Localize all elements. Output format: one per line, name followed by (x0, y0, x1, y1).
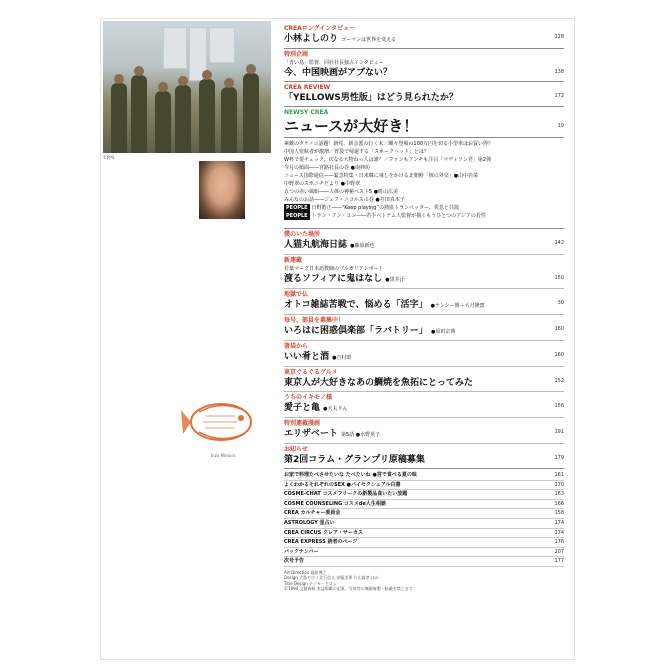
feature-item (284, 394, 564, 415)
misc-list (284, 471, 564, 567)
subtitle: ゴーマンは世界を変える (341, 37, 397, 43)
page-number: 207 (554, 548, 564, 555)
list-item (284, 548, 564, 558)
feature-title (284, 299, 564, 312)
title-text: 愛子と亀 (284, 403, 321, 413)
title-text: いい肴と酒 (284, 352, 330, 362)
divider (284, 340, 564, 341)
divider (284, 48, 564, 49)
newsy-line: 中国人密航者が激増／胃袋で帰還する「スネークヘッド」とは？ (284, 149, 430, 155)
feature-item (284, 369, 564, 389)
footer-line: Art Direction 藤原博之 (284, 569, 327, 575)
page-number: 152 (554, 378, 564, 384)
list-item-label: よくわかるそれぞれのSEX ●バイセクシュアル白書 (284, 481, 401, 488)
feature-kicker: お知らせ (284, 446, 308, 453)
feature-kicker: 箸袋から (284, 343, 309, 350)
list-item-label: 次号予告 (284, 558, 305, 565)
list-item (284, 557, 564, 567)
list-item (284, 490, 564, 500)
page-number: 138 (554, 69, 564, 75)
feature-kicker: 僕のいた場所 (284, 231, 321, 238)
feature-item (284, 231, 564, 252)
feature-author: ●ナンシー関＋大月隆寛 (430, 303, 485, 309)
feature-author: ●藤原新也 (350, 243, 375, 249)
page-number: 191 (554, 429, 564, 435)
page-number: 172 (554, 93, 564, 99)
feature-title (284, 351, 564, 364)
newsy-line: 今月の顔面――宮路社長の巻 ●南伸坊 (284, 165, 370, 171)
section-title: 今、中国映画がアブない？ (284, 68, 393, 78)
people-text: 日野皓正――“Keep playing”の熱血トランペッター、愛息と共演 (311, 205, 459, 211)
section-kicker: CREA REVIEW (284, 84, 331, 91)
people-line (284, 212, 564, 220)
magazine-contents-page (100, 18, 575, 660)
building-shape (163, 27, 187, 69)
feature-author: ●犬丸りん (323, 406, 348, 412)
list-item-label: CREA CIRCUS クレア・サーカス (284, 529, 363, 536)
page-number: 163 (554, 491, 564, 498)
feature-author: 第5話 ●水野英子 (340, 432, 381, 438)
newsy-line: 素敵のタケノコ話題！新党、新会派の行く末／縄々登場の100万円を切る小型車はお買い得？ (284, 141, 493, 147)
divider (284, 468, 564, 469)
feature-kicker: 特別連載漫画 (284, 420, 321, 427)
soldiers-photo (103, 21, 271, 153)
divider (284, 288, 564, 289)
section-title (284, 33, 564, 46)
list-item-label: お家で料理たべさせたいな たべたいね ●宮で食べる夏の味 (284, 472, 417, 478)
newsy-line: W杯で要チェック、次なる大物ねっ人は誰？／ファンもアンチも注目「マディソン君」第2弾 (284, 157, 492, 163)
page-number: 156 (554, 403, 564, 409)
page-number: 142 (554, 240, 564, 246)
feature-title (284, 402, 564, 415)
page-number: 160 (554, 352, 564, 358)
list-item (284, 471, 564, 481)
feature-author: ●吉村昭 (332, 355, 352, 361)
section-interview (284, 25, 564, 46)
fish-print-illustration (181, 394, 261, 450)
building-shape (209, 27, 235, 63)
list-item (284, 538, 564, 548)
title-text: 小林よしのり (284, 34, 339, 44)
credits-footer (284, 570, 564, 592)
soldier-figure (155, 91, 171, 153)
page-number: 30 (557, 300, 564, 306)
fish-credit: Eizo Mimura (211, 453, 236, 458)
people-text: トラン・アン・ユン――若手ベトナム人監督が描くもうひとつのアジアの若性 (311, 213, 486, 219)
list-item-label: COSME-CHAT コスメフリークの新製品食いたい放題 (284, 491, 408, 498)
portrait-photo (199, 161, 245, 219)
soldier-figure (221, 87, 237, 153)
list-item-label: COSME COUNSELING コスメde人生相談 (284, 500, 386, 507)
page-number: 161 (554, 472, 564, 478)
people-tag: PEOPLE (286, 213, 308, 219)
title-text: オトコ雑誌苦戦で、悩める「活字」 (284, 300, 428, 310)
people-line (284, 204, 564, 212)
feature-item (284, 317, 564, 338)
newsy-line: 五つの赤い風船――人体の神秘ベスト5 ●町山広美 (284, 189, 399, 195)
list-item (284, 481, 564, 491)
divider (284, 314, 564, 315)
page-number: 170 (554, 481, 564, 488)
soldier-figure (243, 73, 259, 153)
list-item (284, 529, 564, 539)
title-text: 渡るソフィアに鬼はなし (284, 274, 383, 284)
divider (284, 137, 564, 138)
soldier-figure (175, 85, 191, 153)
soldier-figure (199, 79, 215, 153)
page-number: 174 (554, 529, 564, 536)
people-tag: PEOPLE (286, 205, 308, 211)
feature-deck: 若葉マーク日本語教師のブルガリアレポート (284, 266, 384, 272)
page-number: 179 (554, 455, 564, 461)
section-kicker: CREAロングインタビュー (284, 25, 356, 32)
newsy-line: 中野翠のスポニチだより ●中野翠 (284, 181, 360, 187)
page-number: 19 (557, 123, 564, 129)
feature-kicker: 新連載 (284, 257, 303, 264)
page-number: 166 (554, 500, 564, 507)
feature-title (284, 325, 564, 338)
feature-kicker: うちのイキモノ様 (284, 394, 332, 401)
page-number: 128 (554, 34, 564, 40)
feature-item (284, 343, 564, 364)
footer-line: Design 大島やけ＋北石信太 安藤美香 片山義孝 ほか (284, 575, 379, 581)
photo-credit: ©PPS (103, 155, 115, 160)
page-number: 176 (554, 539, 564, 546)
list-item (284, 500, 564, 510)
newsy-title: ニュースが大好き！ (284, 117, 419, 135)
title-text: エリザベート (284, 429, 338, 439)
feature-title: 東京人が大好きなあの鯛焼を魚拓にとってみた (284, 378, 473, 388)
page-number: 160 (554, 326, 564, 332)
section-kicker: NEWSY CREA (284, 109, 329, 116)
list-item (284, 519, 564, 529)
newsy-line: ニュース国際通信――緊急特集・日米韓に飛しをかける北朝鮮「核の外交」●山中若菜 (284, 173, 479, 179)
soldier-figure (131, 75, 147, 153)
divider (284, 366, 564, 367)
section-title: 「YELLOWS男性版」はどう見られたか？ (284, 93, 458, 103)
page-number: 177 (554, 558, 564, 565)
divider (284, 443, 564, 444)
list-item-label: CREA EXPRESS 読者のページ (284, 539, 358, 546)
feature-item (284, 420, 564, 441)
feature-author: ●黒井汗 (385, 277, 405, 283)
feature-item (284, 446, 564, 466)
title-text: いろはに困惑倶楽部「ラバトリー」 (284, 326, 428, 336)
list-item-label: CREA カルチャー委員会 (284, 510, 341, 517)
list-item-label: バックナンバー (284, 548, 319, 555)
title-text: 人猫丸航海日誌 (284, 240, 348, 250)
newsy-line: みんなのお話――ジェフ・ニコルスの巻 ●井田真木子 (284, 197, 405, 203)
feature-title (284, 428, 564, 441)
divider (284, 391, 564, 392)
list-item-label: ASTROLOGY 星占い (284, 519, 335, 526)
page-number: 150 (554, 275, 564, 281)
feature-item (284, 257, 564, 286)
feature-kicker: 地獄で仏 (284, 291, 309, 298)
divider (284, 81, 564, 82)
divider (284, 417, 564, 418)
page-number: 158 (554, 510, 564, 517)
section-deck: 「青い鳥」監督、同社社長独占インタビュー (284, 60, 384, 66)
footer-line: Title Design ナジモ・ヒロシ (284, 580, 337, 586)
section-review (284, 84, 564, 104)
list-item (284, 509, 564, 519)
section-kicker: 特別企画 (284, 51, 309, 58)
feature-kicker: 毎号、部員を募集中！ (284, 317, 345, 324)
divider (284, 106, 564, 107)
section-newsy (284, 109, 564, 220)
feature-kicker: 東京ぐるぐるグルメ (284, 369, 338, 376)
page-number: 174 (554, 519, 564, 526)
footer-line: ©1994 文藝春秋 本誌掲載の記事、写真等の無断複製・転載を禁じます (284, 586, 413, 592)
contents-column (284, 25, 564, 592)
section-special (284, 51, 564, 79)
feature-title: 第2回コラム・グランプリ原稿募集 (284, 455, 425, 465)
feature-title (284, 239, 564, 252)
feature-author: ●原田宗典 (430, 329, 456, 335)
divider (284, 254, 564, 255)
divider (284, 228, 564, 229)
feature-item (284, 291, 564, 312)
soldier-figure (111, 83, 127, 153)
feature-title (284, 273, 564, 286)
